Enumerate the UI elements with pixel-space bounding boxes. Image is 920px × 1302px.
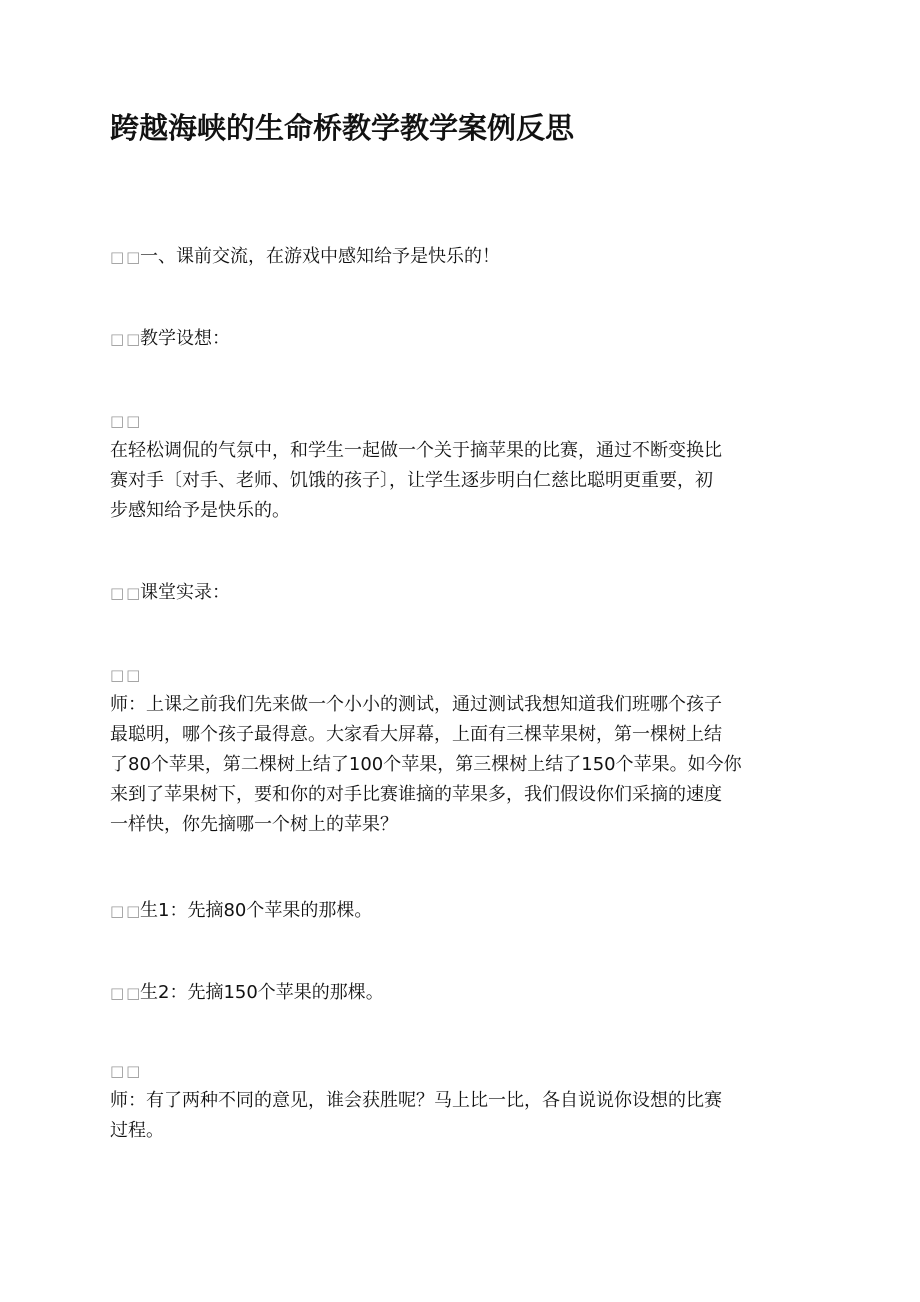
paragraph-teacher-question <box>110 660 810 840</box>
paragraph-line: □□教学设想： <box>110 324 810 354</box>
paragraph-line: 在轻松调侃的气氛中，和学生一起做一个关于摘苹果的比赛，通过不断变换比 <box>110 440 722 461</box>
indent-marker: □□ <box>110 412 143 430</box>
paragraph-line: 步感知给予是快乐的。 <box>110 500 290 521</box>
paragraph-teaching-idea <box>110 406 810 526</box>
paragraph-line: □□生1：先摘80个苹果的那棵。 <box>110 896 810 926</box>
indent-marker: □□ <box>110 248 143 266</box>
paragraph-line: □□一、课前交流，在游戏中感知给予是快乐的！ <box>110 242 810 272</box>
paragraph-line: 赛对手〔对手、老师、饥饿的孩子〕，让学生逐步明白仁慈比聪明更重要，初 <box>110 470 713 491</box>
paragraph-line: 过程。 <box>110 1120 164 1141</box>
indent-marker-line <box>110 406 810 436</box>
paragraph-intro-heading <box>110 242 810 272</box>
paragraph-teaching-idea-label <box>110 324 810 354</box>
paragraph-class-record-label <box>110 578 810 608</box>
indent-marker: □□ <box>110 330 143 348</box>
indent-marker: □□ <box>110 584 143 602</box>
document-title: 跨越海峡的生命桥教学教学案例反思 <box>110 111 575 145</box>
paragraph-line: 了80个苹果，第二棵树上结了100个苹果，第三棵树上结了150个苹果。如今你 <box>110 754 742 775</box>
paragraph-teacher-followup <box>110 1056 810 1146</box>
indent-marker: □□ <box>110 1062 143 1080</box>
indent-marker-line <box>110 1056 810 1086</box>
paragraph-line: 来到了苹果树下，要和你的对手比赛谁摘的苹果多，我们假设你们采摘的速度 <box>110 784 722 805</box>
paragraph-line: □□课堂实录： <box>110 578 810 608</box>
paragraph-student-2 <box>110 978 810 1008</box>
indent-marker-line <box>110 660 810 690</box>
indent-marker: □□ <box>110 984 143 1002</box>
indent-marker: □□ <box>110 666 143 684</box>
paragraph-student-1 <box>110 896 810 926</box>
paragraph-line: 一样快，你先摘哪一个树上的苹果？ <box>110 814 398 835</box>
paragraph-line: 师：上课之前我们先来做一个小小的测试，通过测试我想知道我们班哪个孩子 <box>110 694 722 715</box>
paragraph-line: 师：有了两种不同的意见，谁会获胜呢？马上比一比，各自说说你设想的比赛 <box>110 1090 722 1111</box>
indent-marker: □□ <box>110 902 143 920</box>
paragraph-line: □□生2：先摘150个苹果的那棵。 <box>110 978 810 1008</box>
paragraph-line: 最聪明，哪个孩子最得意。大家看大屏幕，上面有三棵苹果树，第一棵树上结 <box>110 724 722 745</box>
